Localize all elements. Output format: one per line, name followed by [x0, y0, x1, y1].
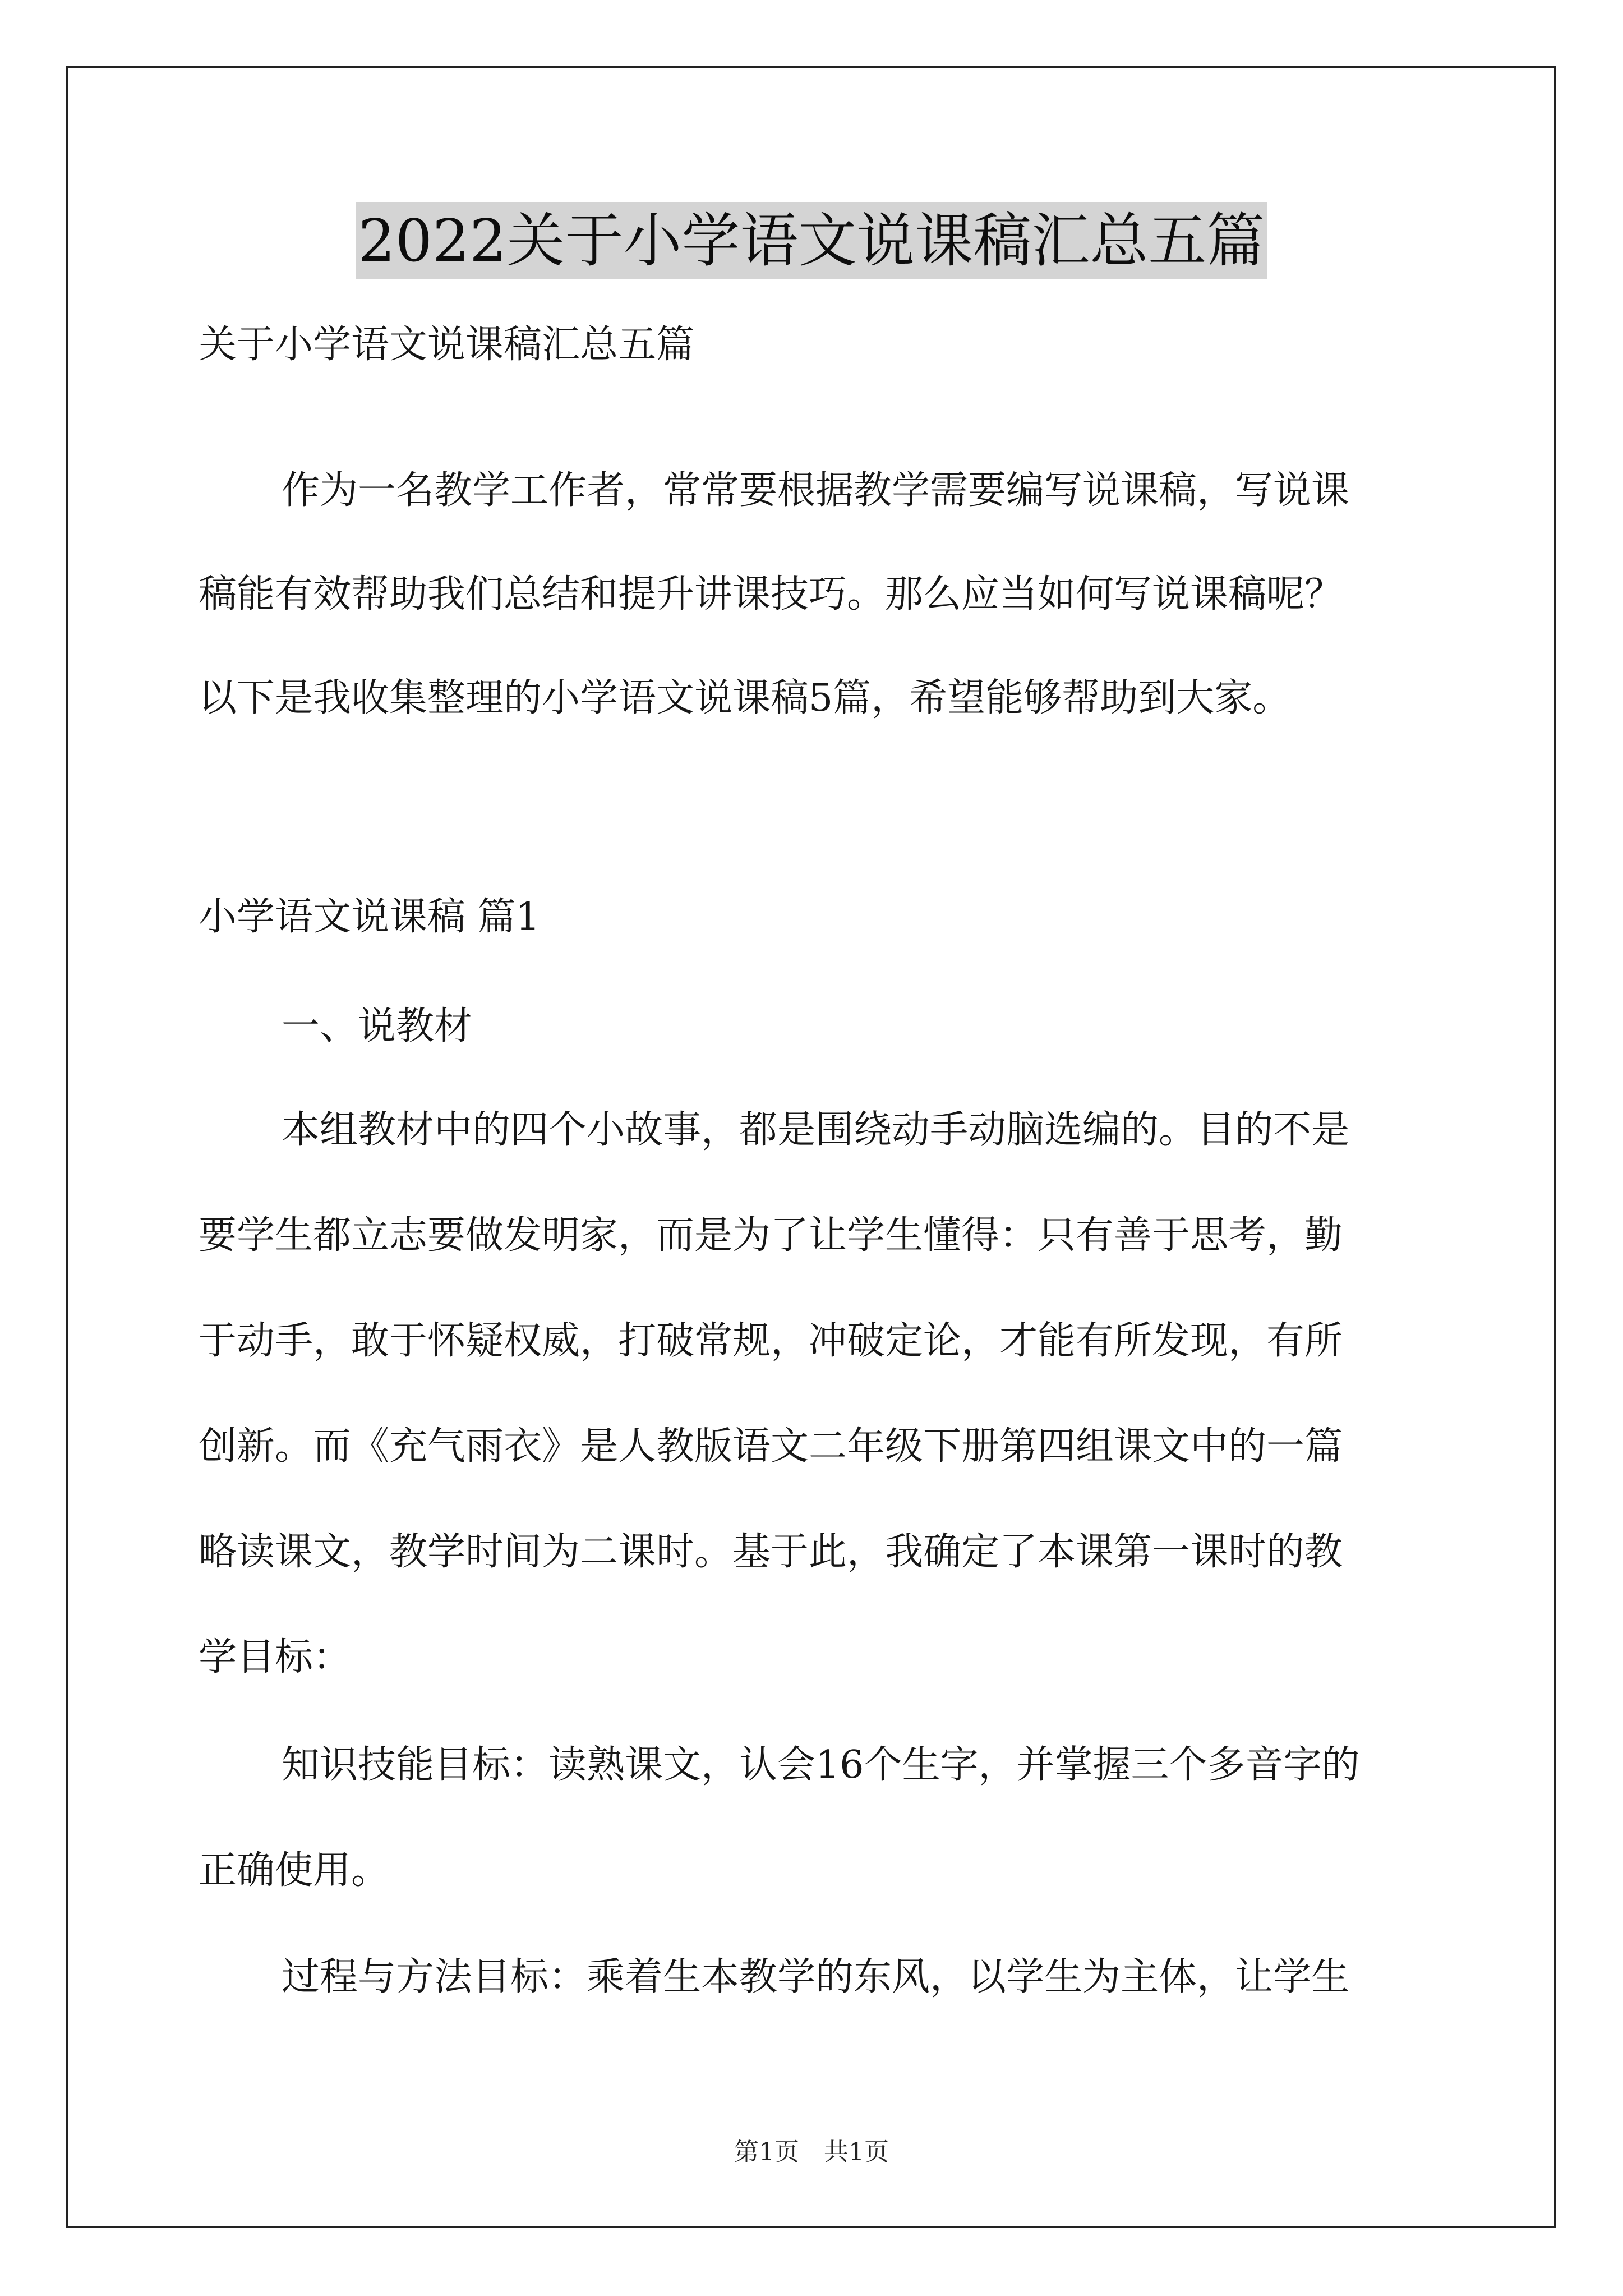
document-title: 2022关于小学语文说课稿汇总五篇 [356, 202, 1267, 279]
section-heading: 小学语文说课稿 篇1 [199, 895, 540, 939]
paragraph-line: 以下是我收集整理的小学语文说课稿5篇，希望能够帮助到大家。 [199, 676, 1291, 720]
title-container [0, 202, 1623, 279]
paragraph-line: 作为一名教学工作者，常常要根据教学需要编写说课稿，写说课 [282, 468, 1350, 513]
paragraph-line: 学目标： [199, 1635, 352, 1680]
paragraph-line: 知识技能目标：读熟课文，认会16个生字，并掌握三个多音字的 [282, 1743, 1360, 1787]
paragraph-line: 本组教材中的四个小故事，都是围绕动手动脑选编的。目的不是 [282, 1108, 1350, 1152]
paragraph-line: 于动手，敢于怀疑权威，打破常规，冲破定论，才能有所发现，有所 [199, 1319, 1343, 1363]
subtitle-line: 关于小学语文说课稿汇总五篇 [199, 323, 695, 367]
paragraph-line: 过程与方法目标：乘着生本教学的东风，以学生为主体，让学生 [282, 1955, 1350, 1999]
page-footer: 第1页 共1页 [734, 2138, 889, 2166]
subsection-heading: 一、说教材 [282, 1004, 473, 1048]
paragraph-line: 要学生都立志要做发明家，而是为了让学生懂得：只有善于思考，勤 [199, 1213, 1343, 1258]
paragraph-line: 正确使用。 [199, 1848, 390, 1893]
paragraph-line: 创新。而《充气雨衣》是人教版语文二年级下册第四组课文中的一篇 [199, 1424, 1343, 1469]
paragraph-line: 略读课文，教学时间为二课时。基于此，我确定了本课第一课时的教 [199, 1530, 1343, 1574]
paragraph-line: 稿能有效帮助我们总结和提升讲课技巧。那么应当如何写说课稿呢？ [199, 572, 1343, 616]
